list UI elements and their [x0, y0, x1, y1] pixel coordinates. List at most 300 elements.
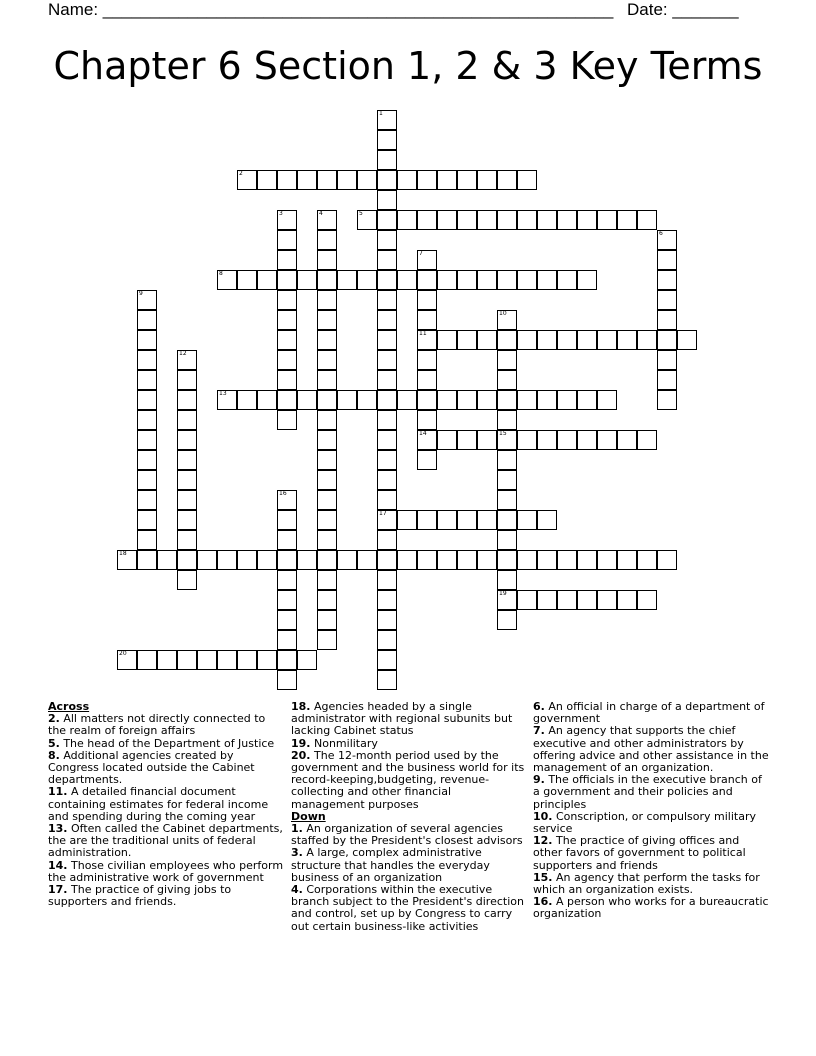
grid-cell[interactable]: [417, 270, 437, 290]
grid-cell[interactable]: [597, 590, 617, 610]
grid-cell[interactable]: [317, 310, 337, 330]
grid-cell[interactable]: [517, 550, 537, 570]
clue-item-number: 7.: [533, 724, 545, 738]
grid-cell[interactable]: [117, 550, 137, 570]
grid-cell[interactable]: [397, 210, 417, 230]
grid-cell[interactable]: [277, 330, 297, 350]
clue-item-number: 20.: [291, 748, 311, 762]
grid-cell[interactable]: [317, 530, 337, 550]
grid-cell[interactable]: [137, 350, 157, 370]
clue-item-number: 5.: [48, 736, 60, 750]
clue-number: 16: [279, 490, 287, 497]
grid-cell[interactable]: [397, 390, 417, 410]
grid-cell[interactable]: [437, 510, 457, 530]
grid-cell[interactable]: [657, 350, 677, 370]
grid-cell[interactable]: [277, 610, 297, 630]
grid-cell[interactable]: [377, 470, 397, 490]
grid-cell[interactable]: [137, 490, 157, 510]
grid-cell[interactable]: [277, 490, 297, 510]
grid-cell[interactable]: [337, 390, 357, 410]
grid-cell[interactable]: [377, 650, 397, 670]
grid-cell[interactable]: [317, 550, 337, 570]
grid-cell[interactable]: [277, 510, 297, 530]
grid-cell[interactable]: [417, 310, 437, 330]
grid-cell[interactable]: [657, 550, 677, 570]
grid-cell[interactable]: [637, 550, 657, 570]
clue-number: 15: [499, 430, 507, 437]
grid-cell[interactable]: [317, 250, 337, 270]
grid-cell[interactable]: [477, 550, 497, 570]
clue-item: [48, 713, 284, 737]
clue-number: 9: [139, 290, 143, 297]
grid-cell[interactable]: [177, 510, 197, 530]
grid-cell[interactable]: [397, 170, 417, 190]
grid-cell[interactable]: [257, 390, 277, 410]
grid-cell[interactable]: [317, 390, 337, 410]
grid-cell[interactable]: [357, 550, 377, 570]
grid-cell[interactable]: [537, 590, 557, 610]
clue-item-number: 1.: [291, 822, 303, 836]
grid-cell[interactable]: [177, 370, 197, 390]
grid-cell[interactable]: [357, 390, 377, 410]
grid-cell[interactable]: [557, 210, 577, 230]
clue-item-text: The practice of giving jobs to supporters and friends.: [48, 883, 232, 909]
grid-cell[interactable]: [477, 330, 497, 350]
clue-number: 3: [279, 210, 283, 217]
grid-cell[interactable]: [377, 190, 397, 210]
grid-cell[interactable]: [377, 330, 397, 350]
grid-cell[interactable]: [497, 610, 517, 630]
grid-cell[interactable]: [417, 390, 437, 410]
grid-cell[interactable]: [537, 390, 557, 410]
grid-cell[interactable]: [337, 270, 357, 290]
grid-cell[interactable]: [497, 270, 517, 290]
grid-cell[interactable]: [497, 170, 517, 190]
grid-cell[interactable]: [657, 270, 677, 290]
grid-cell[interactable]: [177, 550, 197, 570]
grid-cell[interactable]: [297, 550, 317, 570]
grid-cell[interactable]: [477, 430, 497, 450]
grid-cell[interactable]: [497, 210, 517, 230]
grid-cell[interactable]: [557, 590, 577, 610]
across-heading: Across: [48, 700, 90, 713]
grid-cell[interactable]: [257, 270, 277, 290]
grid-cell[interactable]: [357, 170, 377, 190]
grid-cell[interactable]: [377, 310, 397, 330]
grid-cell[interactable]: [177, 490, 197, 510]
grid-cell[interactable]: [537, 210, 557, 230]
grid-cell[interactable]: [277, 590, 297, 610]
grid-cell[interactable]: [497, 450, 517, 470]
grid-cell[interactable]: [317, 450, 337, 470]
grid-cell[interactable]: [457, 550, 477, 570]
grid-cell[interactable]: [497, 490, 517, 510]
grid-cell[interactable]: [217, 270, 237, 290]
clue-item-text: The officials in the executive branch of a government and their policies and principles: [533, 773, 762, 811]
clue-item-text: A detailed financial document containing estimates for federal income and spending during the coming year: [48, 785, 269, 823]
clue-item-number: 17.: [48, 883, 68, 897]
clue-item-number: 16.: [533, 895, 553, 909]
clue-item-text: Corporations within the executive branch subject to the President's direction and control, set up by Congress to carry out certain business-like activities: [291, 883, 524, 933]
grid-cell[interactable]: [457, 210, 477, 230]
grid-cell[interactable]: [317, 170, 337, 190]
grid-cell[interactable]: [457, 510, 477, 530]
grid-cell[interactable]: [577, 330, 597, 350]
page-title: Chapter 6 Section 1, 2 & 3 Key Terms: [53, 44, 763, 88]
grid-cell[interactable]: [237, 650, 257, 670]
grid-cell[interactable]: [337, 170, 357, 190]
clue-number: 14: [419, 430, 427, 437]
grid-cell[interactable]: [317, 430, 337, 450]
clue-item: [48, 750, 284, 787]
clue-item: [48, 786, 284, 823]
grid-cell[interactable]: [617, 550, 637, 570]
grid-cell[interactable]: [177, 470, 197, 490]
grid-cell[interactable]: [577, 210, 597, 230]
grid-cell[interactable]: [177, 450, 197, 470]
grid-cell[interactable]: [597, 210, 617, 230]
grid-cell[interactable]: [317, 230, 337, 250]
clue-item-number: 13.: [48, 822, 68, 836]
grid-cell[interactable]: [157, 650, 177, 670]
grid-cell[interactable]: [137, 390, 157, 410]
clue-item: [533, 872, 771, 896]
grid-cell[interactable]: [217, 650, 237, 670]
grid-cell[interactable]: [417, 330, 437, 350]
grid-cell[interactable]: [377, 230, 397, 250]
grid-cell[interactable]: [377, 350, 397, 370]
grid-cell[interactable]: [317, 350, 337, 370]
grid-cell[interactable]: [517, 210, 537, 230]
grid-cell[interactable]: [137, 370, 157, 390]
grid-cell[interactable]: [137, 650, 157, 670]
grid-cell[interactable]: [377, 110, 397, 130]
grid-cell[interactable]: [497, 430, 517, 450]
grid-cell[interactable]: [417, 250, 437, 270]
grid-cell[interactable]: [377, 510, 397, 530]
grid-cell[interactable]: [517, 590, 537, 610]
grid-cell[interactable]: [497, 310, 517, 330]
clue-number: 12: [179, 350, 187, 357]
grid-cell[interactable]: [317, 270, 337, 290]
grid-cell[interactable]: [377, 390, 397, 410]
grid-cell[interactable]: [497, 370, 517, 390]
grid-cell[interactable]: [617, 430, 637, 450]
grid-cell[interactable]: [137, 430, 157, 450]
clue-item-text: An official in charge of a department of government: [533, 700, 765, 726]
grid-cell[interactable]: [537, 330, 557, 350]
grid-cell[interactable]: [277, 310, 297, 330]
grid-cell[interactable]: [497, 590, 517, 610]
clue-number: 13: [219, 390, 227, 397]
grid-cell[interactable]: [537, 430, 557, 450]
grid-cell[interactable]: [297, 170, 317, 190]
grid-cell[interactable]: [417, 170, 437, 190]
grid-cell[interactable]: [177, 350, 197, 370]
grid-cell[interactable]: [477, 510, 497, 530]
grid-cell[interactable]: [157, 550, 177, 570]
grid-cell[interactable]: [277, 230, 297, 250]
grid-cell[interactable]: [237, 550, 257, 570]
grid-cell[interactable]: [377, 370, 397, 390]
grid-cell[interactable]: [617, 210, 637, 230]
grid-cell[interactable]: [377, 570, 397, 590]
grid-cell[interactable]: [637, 590, 657, 610]
clues-column-2: [291, 701, 527, 933]
grid-cell[interactable]: [557, 390, 577, 410]
grid-cell[interactable]: [177, 570, 197, 590]
grid-cell[interactable]: [317, 510, 337, 530]
grid-cell[interactable]: [477, 210, 497, 230]
grid-cell[interactable]: [297, 270, 317, 290]
grid-cell[interactable]: [317, 610, 337, 630]
grid-cell[interactable]: [397, 270, 417, 290]
clue-number: 19: [499, 590, 507, 597]
grid-cell[interactable]: [497, 550, 517, 570]
clue-item: [291, 884, 527, 933]
grid-cell[interactable]: [377, 270, 397, 290]
grid-cell[interactable]: [437, 270, 457, 290]
grid-cell[interactable]: [277, 570, 297, 590]
clue-item-number: 6.: [533, 700, 545, 713]
clue-item-number: 18.: [291, 700, 311, 713]
grid-cell[interactable]: [417, 550, 437, 570]
grid-cell[interactable]: [137, 530, 157, 550]
grid-cell[interactable]: [377, 670, 397, 690]
grid-cell[interactable]: [277, 270, 297, 290]
clue-item-number: 15.: [533, 870, 553, 884]
grid-cell[interactable]: [577, 390, 597, 410]
grid-cell[interactable]: [377, 290, 397, 310]
grid-cell[interactable]: [517, 390, 537, 410]
grid-cell[interactable]: [317, 210, 337, 230]
grid-cell[interactable]: [637, 330, 657, 350]
grid-cell[interactable]: [497, 330, 517, 350]
grid-cell[interactable]: [237, 390, 257, 410]
grid-cell[interactable]: [117, 650, 137, 670]
grid-cell[interactable]: [277, 650, 297, 670]
grid-cell[interactable]: [497, 570, 517, 590]
grid-cell[interactable]: [397, 550, 417, 570]
grid-cell[interactable]: [137, 410, 157, 430]
grid-cell[interactable]: [417, 450, 437, 470]
grid-cell[interactable]: [137, 510, 157, 530]
grid-cell[interactable]: [257, 650, 277, 670]
grid-cell[interactable]: [497, 390, 517, 410]
grid-cell[interactable]: [377, 410, 397, 430]
clue-item-text: All matters not directly connected to the realm of foreign affairs: [48, 712, 266, 738]
grid-cell[interactable]: [477, 270, 497, 290]
grid-cell[interactable]: [377, 590, 397, 610]
grid-cell[interactable]: [277, 390, 297, 410]
grid-cell[interactable]: [517, 270, 537, 290]
grid-cell[interactable]: [197, 550, 217, 570]
grid-cell[interactable]: [597, 430, 617, 450]
grid-cell[interactable]: [577, 270, 597, 290]
grid-cell[interactable]: [657, 310, 677, 330]
grid-cell[interactable]: [277, 370, 297, 390]
grid-cell[interactable]: [277, 250, 297, 270]
grid-cell[interactable]: [537, 510, 557, 530]
grid-cell[interactable]: [237, 270, 257, 290]
grid-cell[interactable]: [617, 330, 637, 350]
grid-cell[interactable]: [537, 270, 557, 290]
grid-cell[interactable]: [417, 510, 437, 530]
grid-cell[interactable]: [237, 170, 257, 190]
clue-item: [533, 811, 771, 835]
grid-cell[interactable]: [557, 330, 577, 350]
grid-cell[interactable]: [317, 590, 337, 610]
grid-cell[interactable]: [677, 330, 697, 350]
grid-cell[interactable]: [417, 210, 437, 230]
clue-item-text: The practice of giving offices and other favors of government to political supporters and friends: [533, 834, 746, 872]
down-clue-list: [291, 823, 527, 933]
grid-cell[interactable]: [577, 590, 597, 610]
grid-cell[interactable]: [377, 170, 397, 190]
grid-cell[interactable]: [637, 430, 657, 450]
grid-cell[interactable]: [277, 550, 297, 570]
grid-cell[interactable]: [317, 570, 337, 590]
grid-cell[interactable]: [657, 290, 677, 310]
grid-cell[interactable]: [437, 330, 457, 350]
grid-cell[interactable]: [177, 530, 197, 550]
grid-cell[interactable]: [377, 150, 397, 170]
grid-cell[interactable]: [137, 330, 157, 350]
grid-cell[interactable]: [497, 530, 517, 550]
grid-cell[interactable]: [377, 450, 397, 470]
clue-item: [533, 725, 771, 774]
grid-cell[interactable]: [357, 270, 377, 290]
grid-cell[interactable]: [477, 170, 497, 190]
clue-item-text: An agency that supports the chief executive and other administrators by offering advice and other assistance in the management of an organization.: [533, 724, 769, 775]
grid-cell[interactable]: [377, 210, 397, 230]
grid-cell[interactable]: [277, 410, 297, 430]
grid-cell[interactable]: [277, 290, 297, 310]
grid-cell[interactable]: [317, 410, 337, 430]
grid-cell[interactable]: [457, 430, 477, 450]
grid-cell[interactable]: [417, 290, 437, 310]
grid-cell[interactable]: [377, 610, 397, 630]
grid-cell[interactable]: [437, 390, 457, 410]
grid-cell[interactable]: [537, 550, 557, 570]
grid-cell[interactable]: [457, 390, 477, 410]
grid-cell[interactable]: [597, 330, 617, 350]
clue-item-text: Nonmilitary: [310, 736, 378, 750]
grid-cell[interactable]: [657, 250, 677, 270]
grid-cell[interactable]: [657, 230, 677, 250]
clue-item-text: The 12-month period used by the government and the business world for its record-keeping,budgeting, revenue-collecting and other financial management purposes: [291, 748, 525, 811]
grid-cell[interactable]: [557, 550, 577, 570]
grid-cell[interactable]: [277, 170, 297, 190]
grid-cell[interactable]: [317, 330, 337, 350]
grid-cell[interactable]: [417, 430, 437, 450]
grid-cell[interactable]: [517, 170, 537, 190]
grid-cell[interactable]: [617, 590, 637, 610]
grid-cell[interactable]: [437, 210, 457, 230]
grid-cell[interactable]: [377, 630, 397, 650]
grid-cell[interactable]: [177, 650, 197, 670]
grid-cell[interactable]: [477, 390, 497, 410]
grid-cell[interactable]: [577, 550, 597, 570]
grid-cell[interactable]: [377, 130, 397, 150]
grid-cell[interactable]: [657, 390, 677, 410]
grid-cell[interactable]: [437, 430, 457, 450]
grid-cell[interactable]: [597, 550, 617, 570]
grid-cell[interactable]: [517, 330, 537, 350]
grid-cell[interactable]: [317, 370, 337, 390]
grid-cell[interactable]: [517, 430, 537, 450]
grid-cell[interactable]: [437, 550, 457, 570]
grid-cell[interactable]: [277, 670, 297, 690]
grid-cell[interactable]: [197, 650, 217, 670]
grid-cell[interactable]: [257, 550, 277, 570]
grid-cell[interactable]: [317, 470, 337, 490]
grid-cell[interactable]: [377, 530, 397, 550]
clue-item-number: 19.: [291, 736, 311, 750]
grid-cell[interactable]: [377, 550, 397, 570]
grid-cell[interactable]: [457, 170, 477, 190]
grid-cell[interactable]: [357, 210, 377, 230]
grid-cell[interactable]: [657, 330, 677, 350]
grid-cell[interactable]: [217, 390, 237, 410]
grid-cell[interactable]: [177, 410, 197, 430]
grid-cell[interactable]: [557, 270, 577, 290]
grid-cell[interactable]: [457, 270, 477, 290]
grid-cell[interactable]: [277, 350, 297, 370]
grid-cell[interactable]: [417, 410, 437, 430]
grid-cell[interactable]: [497, 350, 517, 370]
clues-column-3: [533, 701, 771, 921]
grid-cell[interactable]: [137, 470, 157, 490]
grid-cell[interactable]: [497, 410, 517, 430]
grid-cell[interactable]: [317, 290, 337, 310]
grid-cell[interactable]: [557, 430, 577, 450]
grid-cell[interactable]: [277, 530, 297, 550]
grid-cell[interactable]: [597, 390, 617, 410]
grid-cell[interactable]: [177, 390, 197, 410]
grid-cell[interactable]: [377, 430, 397, 450]
grid-cell[interactable]: [137, 310, 157, 330]
grid-cell[interactable]: [457, 330, 477, 350]
grid-cell[interactable]: [517, 510, 537, 530]
grid-cell[interactable]: [497, 510, 517, 530]
grid-cell[interactable]: [317, 630, 337, 650]
grid-cell[interactable]: [137, 290, 157, 310]
grid-cell[interactable]: [257, 170, 277, 190]
grid-cell[interactable]: [377, 490, 397, 510]
grid-cell[interactable]: [377, 250, 397, 270]
grid-cell[interactable]: [417, 350, 437, 370]
grid-cell[interactable]: [657, 370, 677, 390]
grid-cell[interactable]: [497, 470, 517, 490]
grid-cell[interactable]: [137, 550, 157, 570]
grid-cell[interactable]: [577, 430, 597, 450]
grid-cell[interactable]: [297, 390, 317, 410]
grid-cell[interactable]: [177, 430, 197, 450]
grid-cell[interactable]: [437, 170, 457, 190]
grid-cell[interactable]: [137, 450, 157, 470]
grid-cell[interactable]: [317, 490, 337, 510]
grid-cell[interactable]: [297, 650, 317, 670]
grid-cell[interactable]: [277, 210, 297, 230]
grid-cell[interactable]: [417, 370, 437, 390]
grid-cell[interactable]: [637, 210, 657, 230]
across-clue-list-continued: [291, 701, 527, 811]
grid-cell[interactable]: [397, 510, 417, 530]
grid-cell[interactable]: [337, 550, 357, 570]
grid-cell[interactable]: [277, 630, 297, 650]
grid-cell[interactable]: [217, 550, 237, 570]
